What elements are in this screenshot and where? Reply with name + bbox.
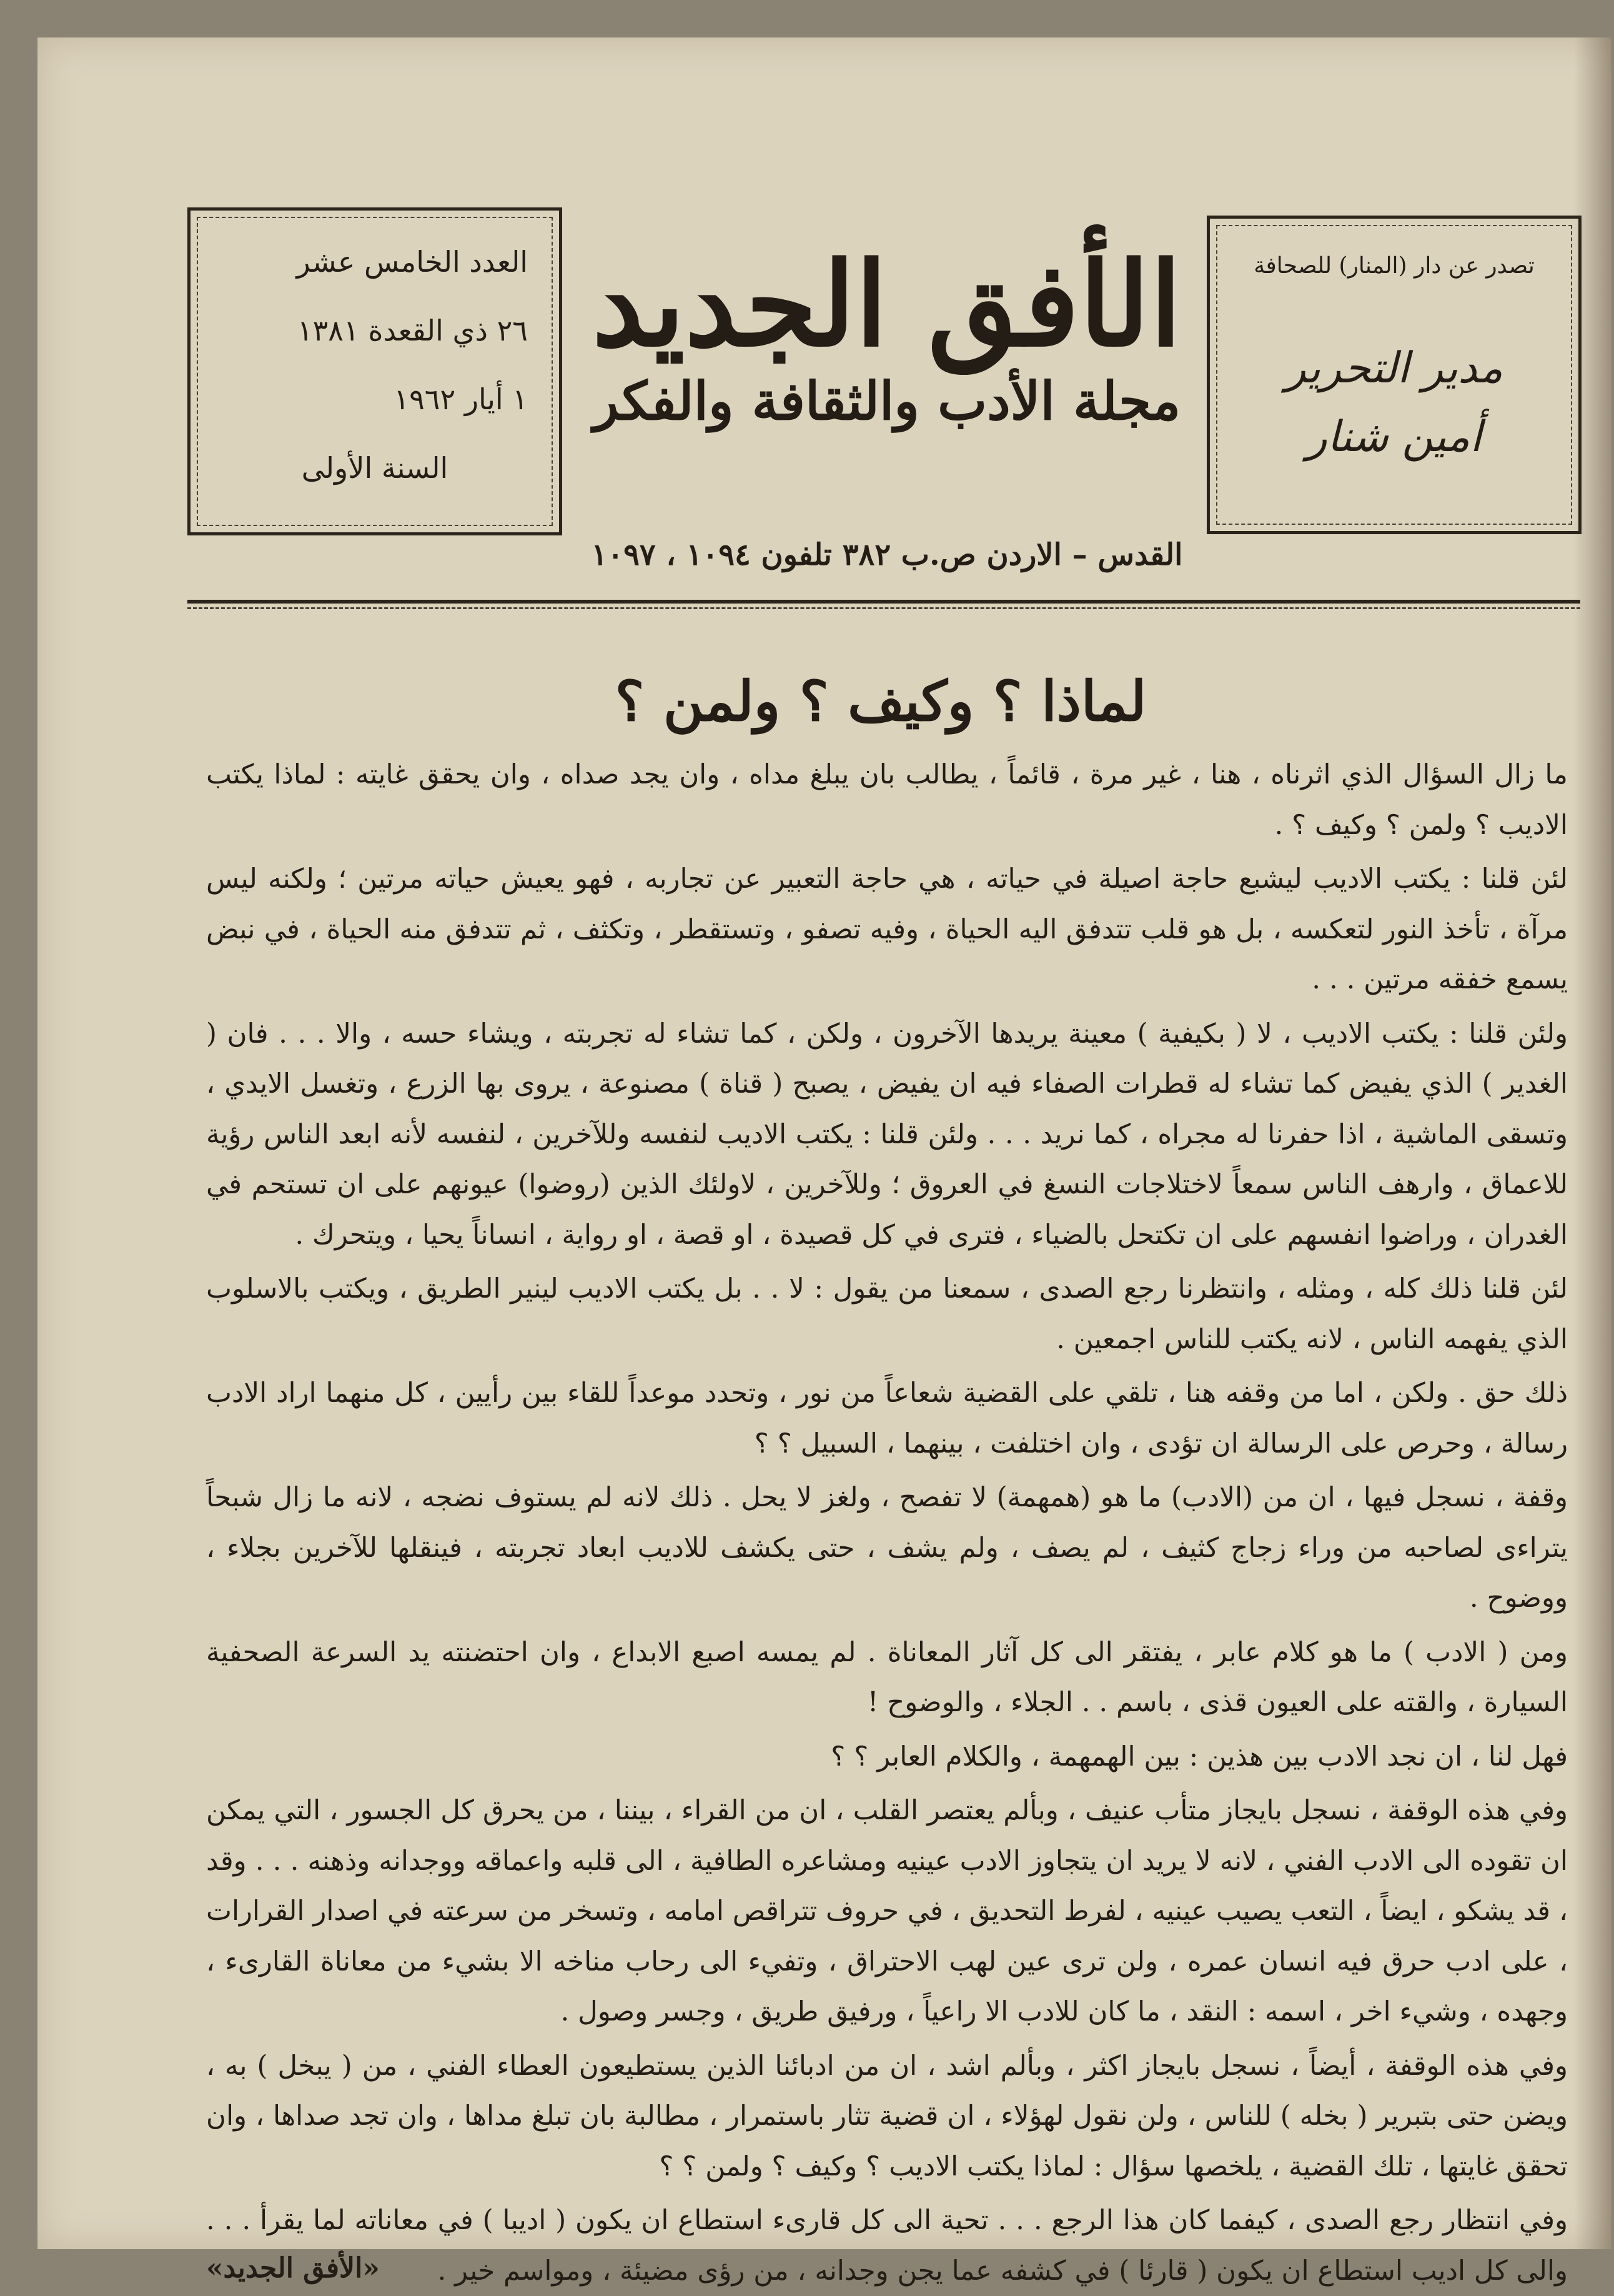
- issue-info-box: [187, 207, 562, 535]
- article-paragraph: لئن قلنا ذلك كله ، ومثله ، وانتظرنا رجع الصدى ، سمعنا من يقول : لا . . بل يكتب الاديب لينير الطريق ، ويكتب بالاسلوب الذي يفهمه الناس ، لانه يكتب للناس اجمعين .: [206, 1273, 1568, 1355]
- gregorian-date: ١ أيار ١٩٦٢: [394, 382, 528, 416]
- header-dashed-rule: [187, 607, 1580, 609]
- issue-number: العدد الخامس عشر: [296, 245, 528, 279]
- article-paragraph: فهل لنا ، ان نجد الادب بين هذين : بين الهمهمة ، والكلام العابر ؟ ؟: [831, 1741, 1568, 1772]
- publisher-line: تصدر عن دار (المنار) للصحافة: [1254, 253, 1535, 279]
- article-paragraph: وفي هذه الوقفة ، أيضاً ، نسجل بايجاز اكثر ، وبألم اشد ، ان من ادبائنا الذين يستطيعون العطاء الفني ، من ( يبخل ) به ، ويضن حتى بتبرير ( بخله ) للناس ، ولن نقول لهؤلاء ، ان قضية تثار باستمرار ، مطالبة بان تبلغ مداها ، وان تجد صداها ، وان تحقق غايتها ، تلك القضية ، يلخصها سؤال : لماذا يكتب الاديب ؟ وكيف ؟ ولمن ؟ ؟: [206, 2050, 1568, 2182]
- hijri-date: ٢٦ ذي القعدة ١٣٨١: [297, 314, 528, 347]
- header-rule: [187, 600, 1580, 604]
- article-paragraph: ومن ( الادب ) ما هو كلام عابر ، يفتقر الى كل آثار المعاناة . لم يمسه اصبع الابداع ، وان احتضنته يد السرعة الصحفية السيارة ، والقته على العيون قذى ، باسم . . الجلاء ، والوضوح !: [206, 1636, 1568, 1718]
- article-signature: «الأفق الجديد»: [206, 2252, 380, 2284]
- publication-year: السنة الأولى: [301, 451, 448, 485]
- masthead: [575, 236, 1199, 432]
- magazine-title: الأفق الجديد: [592, 236, 1182, 372]
- article-paragraph: وفي انتظار رجع الصدى ، كيفما كان هذا الرجع . . . تحية الى كل قارىء استطاع ان يكون ( اديبا ) في معاناته لما يقرأ . . . والى كل اديب استطاع ان يكون ( قارئا ) في كشفه عما يجن وجدانه ، من رؤى مضيئة ، ومواسم خير .: [206, 2205, 1568, 2287]
- article-paragraph: لئن قلنا : يكتب الاديب ليشبع حاجة اصيلة في حياته ، هي حاجة التعبير عن تجاربه ، فهو يعيش حياته مرتين ؛ ولكنه ليس مرآة ، تأخذ النور لتعكسه ، بل هو قلب تتدفق اليه الحياة ، وفيه تصفو ، وتستقطر ، وتكثف ، ثم تتدفق منه الحياة ، في نبض يسمع خفقه مرتين . . .: [206, 863, 1568, 995]
- article-paragraph: ما زال السؤال الذي اثرناه ، هنا ، غير مرة ، قائماً ، يطالب بان يبلغ مداه ، وان يجد صداه ، وان يحقق غايته : لماذا يكتب الاديب ؟ ولمن ؟ وكيف ؟ .: [206, 759, 1568, 841]
- contact-address: القدس – الاردن ص.ب ٣٨٢ تلفون ١٠٩٤ ، ١٠٩٧: [591, 537, 1183, 572]
- article-headline: لماذا ؟ وكيف ؟ ولمن ؟: [615, 668, 1147, 733]
- article-paragraph: وفي هذه الوقفة ، نسجل بايجاز متأب عنيف ، وبألم يعتصر القلب ، ان من القراء ، بيننا ، من يحرق كل الجسور ، التي يمكن ان تقوده الى الادب الفني ، لانه لا يريد ان يتجاوز الادب عينيه ومشاعره الطافية ، الى قلبه واعماقه ووجدانه وذهنه . . . وقد ، قد يشكو ، ايضاً ، التعب يصيب عينيه ، لفرط التحديق ، في حروف تتراقص امامه ، وتسخر من سرعته في اصدار القرارات ، على ادب حرق فيه انسان عمره ، ولن ترى عين لهب الاحتراق ، وتفيء الى رحاب مناخه الا بشيء من معاناة القارىء ، وجهده ، وشيء اخر ، اسمه : النقد ، ما كان للادب الا راعياً ، ورفيق طريق ، وجسر وصول .: [206, 1795, 1568, 2027]
- magazine-subtitle: مجلة الأدب والثقافة والفكر: [593, 370, 1181, 432]
- article-paragraph: ذلك حق . ولكن ، اما من وقفه هنا ، تلقي على القضية شعاعاً من نور ، وتحدد موعداً للقاء بين رأيين ، كل منهما اراد الادب رسالة ، وحرص على الرسالة ان تؤدى ، وان اختلفت ، بينهما ، السبيل ؟ ؟: [206, 1378, 1568, 1459]
- magazine-page: [37, 37, 1612, 2287]
- editor-name: أمين شنار: [1306, 412, 1482, 462]
- editor-title: مدير التحرير: [1285, 344, 1503, 393]
- article-paragraph: وقفة ، نسجل فيها ، ان من (الادب) ما هو (همهمة) لا تفصح ، ولغز لا يحل . ذلك لانه لم يستوف نضجه ، لانه ما زال شبحاً يتراءى لصاحبه من وراء زجاج كثيف ، لم يصف ، ولم يشف ، حتى يكشف للاديب ابعاد تجربته ، فينقلها للآخرين بجلاء ، ووضوح .: [206, 1482, 1568, 1614]
- publisher-box: [1207, 216, 1582, 534]
- article-body: [206, 750, 1568, 2287]
- article-paragraph: ولئن قلنا : يكتب الاديب ، لا ( بكيفية ) معينة يريدها الآخرون ، ولكن ، كما تشاء له تجربته ، ويشاء حسه ، والا . . . فان ( الغدير ) الذي يفيض كما تشاء له قطرات الصفاء فيه ان يفيض ، يصبح ( قناة ) مصنوعة ، يروى بها الزرع ، وتغسل الايدي ، وتسقى الماشية ، اذا حفرنا له مجراه ، كما نريد . . . ولئن قلنا : يكتب الاديب لنفسه وللآخرين ، لنفسه لأنه ابعد الناس رؤية للاعماق ، وارهف الناس سمعاً لاختلاجات النسغ في العروق ؛ وللآخرين ، لاولئك الذين (روضوا) عيونهم على ان تستحم في الغدران ، وراضوا انفسهم على ان تكتحل بالضياء ، فترى في كل قصيدة ، او قصة ، او رواية ، انساناً يحيا ، ويتحرك .: [206, 1018, 1568, 1251]
